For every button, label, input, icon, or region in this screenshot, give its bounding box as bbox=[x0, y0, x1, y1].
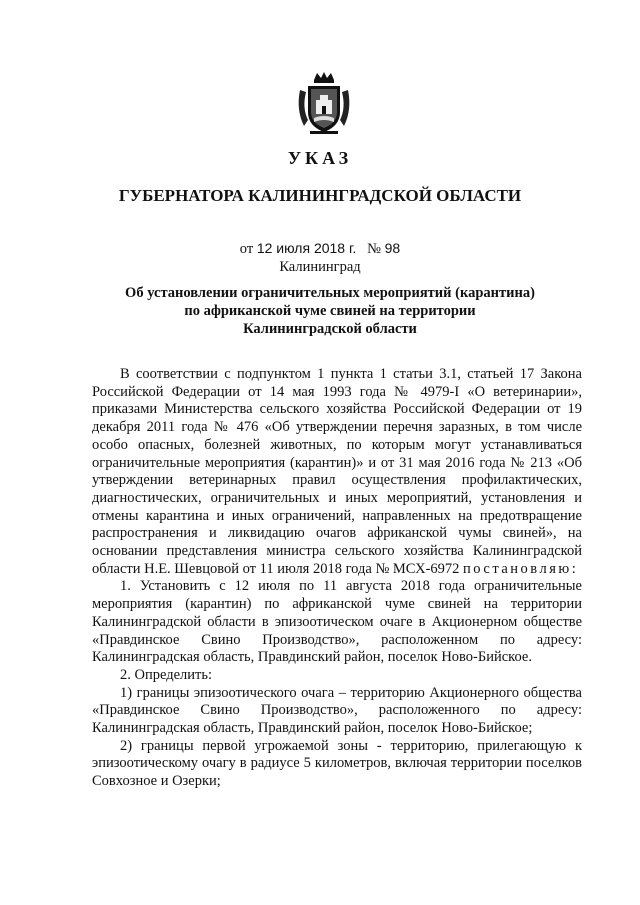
date-value: 12 июля 2018 г. bbox=[256, 240, 357, 256]
decree-body bbox=[92, 366, 582, 791]
decree-heading bbox=[110, 284, 550, 338]
heading-line-3: Калининградской области bbox=[243, 321, 417, 337]
decree-word: постановляю: bbox=[463, 560, 579, 577]
clause-2-paragraph: 2. Определить: bbox=[120, 666, 213, 683]
city-name: Калининград bbox=[279, 259, 361, 275]
preamble-text: В соответствии с подпунктом 1 пункта 1 статьи 3.1, статьей 17 Закона Российской Федерации от 14 мая 1993 года № 4979-I «О ветеринарии», приказами Министерства сельского хозяйства Российской Федерации от 19 декабря 2011 года № 476 «Об утверждении перечня заразных, в том числе особо опасных, болезней животных, по которым могут устанавливаться ограничительные мероприятия (карантин)» и от 31 мая 2016 года № 213 «Об утверждении ветеринарных правил осуществления профилактических, диагностических, ограничительных и иных мероприятий, установления и отмены карантина и иных ограничений, направленных на предотвращение распространения и ликвидацию очагов африканской чумы свиней», на основании представления министра сельского хозяйства Калининградской области Н.Е. Шевцовой от 11 июля 2018 года № МСХ-6972 bbox=[92, 366, 582, 577]
number-value: 98 bbox=[384, 240, 401, 256]
coat-of-arms-icon bbox=[294, 70, 354, 136]
clause-1-paragraph: 1. Установить с 12 июля по 11 августа 2018 года ограничительные мероприятия (карантин) по африканской чуме свиней на территории Калининградской области в эпизоотическом очаге в Акционерном обществе «Правдинское Свино Производство», расположенном по адресу: Калининградская область, Правдинский район, поселок Ново-Бийское. bbox=[92, 578, 582, 666]
document-title: УКАЗ bbox=[287, 148, 353, 168]
number-prefix: № bbox=[367, 241, 381, 257]
preamble-paragraph bbox=[92, 366, 582, 578]
date-number-line bbox=[0, 240, 640, 258]
document-subtitle: ГУБЕРНАТОРА КАЛИНИНГРАДСКОЙ ОБЛАСТИ bbox=[118, 186, 522, 205]
clause-2-1-paragraph: 1) границы эпизоотического очага – территорию Акционерного общества «Правдинское Свино Производство», расположенного по адресу: Калининградская область, Правдинский район, поселок Ново-Бийское; bbox=[92, 684, 582, 737]
clause-2-2-paragraph: 2) границы первой угрожаемой зоны - территорию, прилегающую к эпизоотическому очагу в радиусе 5 километров, включая территории поселков Совхозное и Озерки; bbox=[92, 737, 582, 790]
heading-line-2: по африканской чуме свиней на территории bbox=[184, 303, 476, 319]
heading-line-1: Об установлении ограничительных мероприятий (карантина) bbox=[125, 285, 535, 301]
date-prefix: от bbox=[239, 241, 254, 257]
